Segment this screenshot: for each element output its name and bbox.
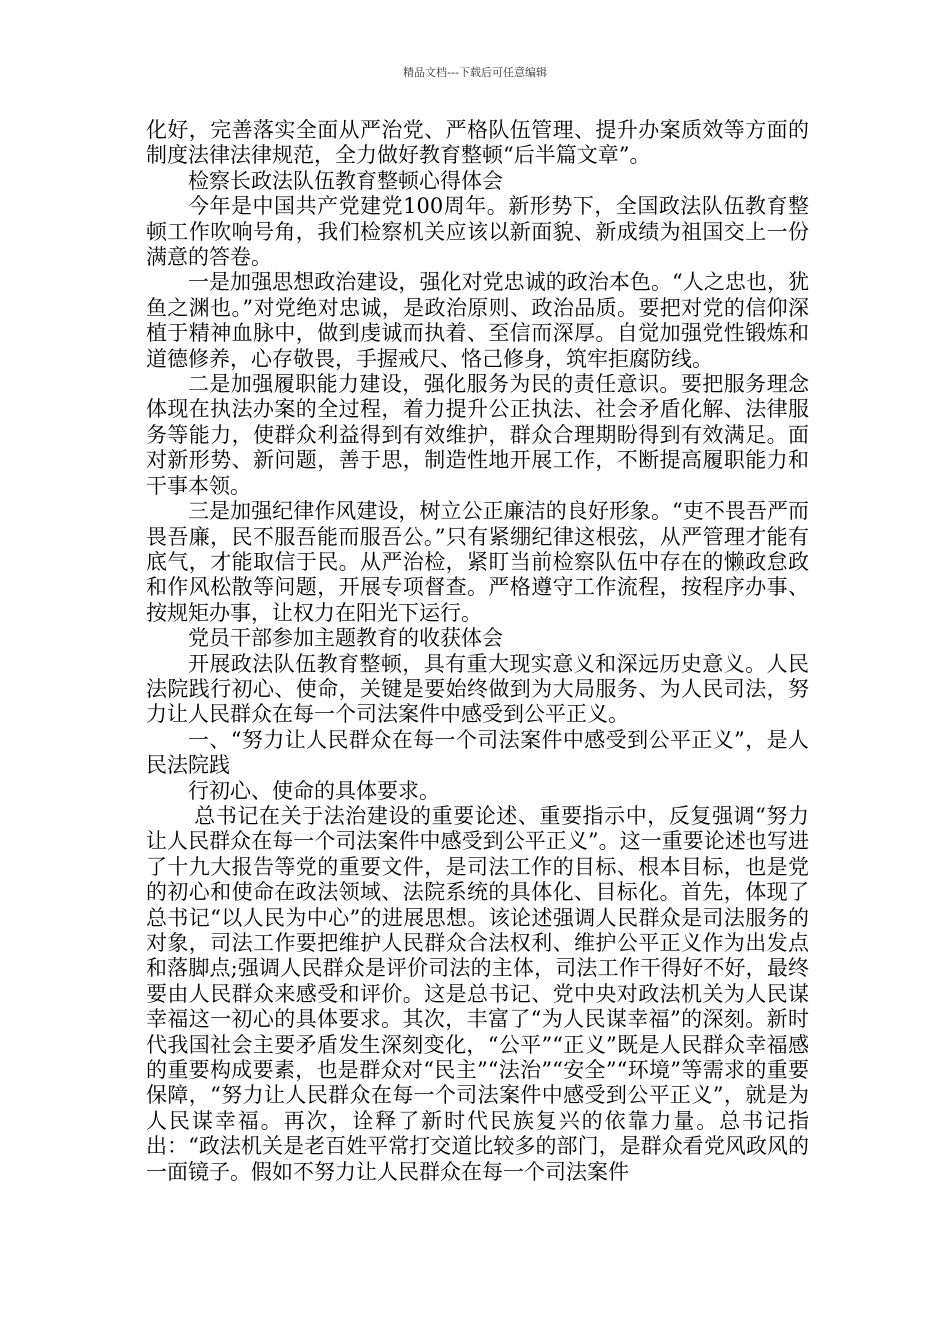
paragraph: 二是加强履职能力建设，强化服务为民的责任意识。要把服务理念体现在执法办案的全过程，着力提升公正执法、社会矛盾化解、法律服务等能力，使群众利益得到有效维护，群众合理期盼得到有效满足。面对新形势、新问题，善于思，制造性地开展工作，不断提高履职能力和干事本领。 — [146, 372, 809, 498]
paragraph-continuation: 化好，完善落实全面从严治党、严格队伍管理、提升办案质效等方面的制度法律法律规范，全力做好教育整顿“后半篇文章”。 — [146, 118, 809, 168]
paragraph: 总书记在关于法治建设的重要论述、重要指示中，反复强调“努力让人民群众在每一个司法案件中感受到公平正义”。这一重要论述也写进了十九大报告等党的重要文件，是司法工作的目标、根本目标，也是党的初心和使命在政法领域、法院系统的具体化、目标化。首先，体现了总书记“以人民为中心”的进展思想。该论述强调人民群众是司法服务的对象，司法工作要把维护人民群众合法权利、维护公平正义作为出发点和落脚点;强调人民群众是评价司法的主体，司法工作干得好不好，最终要由人民群众来感受和评价。这是总书记、党中央对政法机关为人民谋幸福这一初心的具体要求。其次，丰富了“为人民谋幸福”的深刻。新时代我国社会主要矛盾发生深刻变化，“公平”“正义”既是人民群众幸福感的重要构成要素，也是群众对“民主”“法治”“安全”“环境”等需求的重要保障，“努力让人民群众在每一个司法案件中感受到公平正义”，就是为人民谋幸福。再次，诠释了新时代民族复兴的依靠力量。总书记指出：“政法机关是老百姓平常打交道比较多的部门，是群众看党风政风的一面镜子。假如不努力让人民群众在每一个司法案件 — [146, 803, 809, 1184]
paragraph-heading-continuation: 行初心、使命的具体要求。 — [188, 778, 440, 803]
paragraph-heading: 一、“努力让人民群众在每一个司法案件中感受到公平正义”，是人民法院践 — [146, 727, 809, 778]
paragraph: 开展政法队伍教育整顿，具有重大现实意义和深远历史意义。人民法院践行初心、使命，关键是要始终做到为大局服务、为人民司法，努力让人民群众在每一个司法案件中感受到公平正义。 — [146, 651, 809, 727]
section-title-party-member: 党员干部参加主题教育的收获体会 — [188, 626, 503, 651]
document-body — [146, 118, 809, 1185]
paragraph: 一是加强思想政治建设，强化对党忠诚的政治本色。“人之忠也，犹鱼之渊也。”对党绝对忠诚，是政治原则、政治品质。要把对党的信仰深植于精神血脉中，做到虔诚而执着、至信而深厚。自觉加强党性锻炼和道德修养，心存敬畏，手握戒尺、恪己修身，筑牢拒腐防线。 — [146, 270, 809, 371]
paragraph: 今年是中国共产党建党100周年。新形势下，全国政法队伍教育整顿工作吹响号角，我们检察机关应该以新面貌、新成绩为祖国交上一份满意的答卷。 — [146, 194, 809, 270]
paragraph: 三是加强纪律作风建设，树立公正廉洁的良好形象。“吏不畏吾严而畏吾廉，民不服吾能而服吾公。”只有紧绷纪律这根弦，从严管理才能有底气，才能取信于民。从严治检，紧盯当前检察队伍中存在的懒政怠政和作风松散等问题，开展专项督查。严格遵守工作流程，按程序办事、按规矩办事，让权力在阳光下运行。 — [146, 499, 809, 625]
section-title-prosecutor: 检察长政法队伍教育整顿心得体会 — [188, 168, 503, 193]
page-header: 精品文档---下载后可任意编辑 — [403, 66, 547, 79]
